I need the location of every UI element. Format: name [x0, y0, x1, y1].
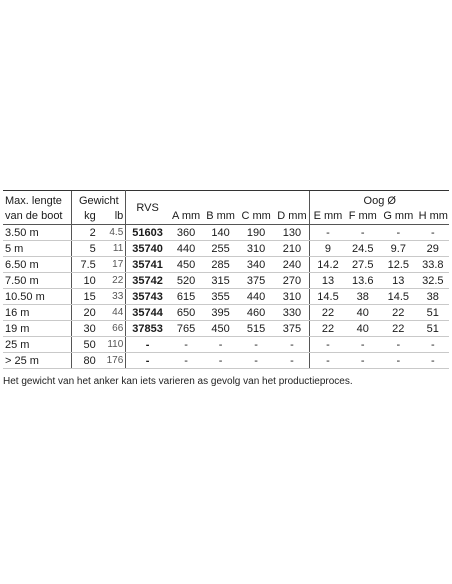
- header-of-boat: van de boot: [3, 208, 72, 225]
- cell-h: 32.5: [417, 273, 449, 289]
- cell-h: -: [417, 353, 449, 369]
- table-row: [3, 305, 449, 321]
- table-row: [3, 241, 449, 257]
- cell-length: 25 m: [3, 337, 72, 353]
- cell-kg: 15: [72, 289, 98, 305]
- cell-e: -: [310, 225, 346, 241]
- cell-rvs: 35740: [126, 241, 169, 257]
- cell-b: -: [203, 337, 237, 353]
- cell-e: 9: [310, 241, 346, 257]
- header-lb: lb: [98, 208, 126, 225]
- header-g-mm: G mm: [380, 208, 417, 225]
- cell-f: 38: [346, 289, 380, 305]
- cell-d: 240: [274, 257, 310, 273]
- cell-f: 40: [346, 321, 380, 337]
- cell-d: 130: [274, 225, 310, 241]
- cell-f: 13.6: [346, 273, 380, 289]
- cell-a: 765: [169, 321, 203, 337]
- header-weight: Gewicht: [72, 191, 126, 209]
- cell-length: 6.50 m: [3, 257, 72, 273]
- cell-h: -: [417, 225, 449, 241]
- cell-g: 22: [380, 321, 417, 337]
- cell-g: 12.5: [380, 257, 417, 273]
- cell-c: -: [238, 353, 275, 369]
- cell-h: 38: [417, 289, 449, 305]
- cell-lb: 33: [98, 289, 126, 305]
- cell-lb: 44: [98, 305, 126, 321]
- cell-rvs: 35743: [126, 289, 169, 305]
- header-row-1: [3, 191, 449, 209]
- cell-a: -: [169, 353, 203, 369]
- header-f-mm: F mm: [346, 208, 380, 225]
- cell-f: -: [346, 337, 380, 353]
- cell-a: 520: [169, 273, 203, 289]
- cell-c: 190: [238, 225, 275, 241]
- cell-a: 650: [169, 305, 203, 321]
- cell-e: -: [310, 337, 346, 353]
- cell-rvs: 35744: [126, 305, 169, 321]
- cell-d: -: [274, 353, 310, 369]
- cell-d: -: [274, 337, 310, 353]
- cell-c: 460: [238, 305, 275, 321]
- cell-c: 310: [238, 241, 275, 257]
- cell-rvs: -: [126, 337, 169, 353]
- cell-a: 360: [169, 225, 203, 241]
- header-e-mm: E mm: [310, 208, 346, 225]
- cell-b: 255: [203, 241, 237, 257]
- cell-e: 14.2: [310, 257, 346, 273]
- cell-rvs: 35741: [126, 257, 169, 273]
- cell-b: 450: [203, 321, 237, 337]
- cell-lb: 4.5: [98, 225, 126, 241]
- cell-g: -: [380, 225, 417, 241]
- cell-g: -: [380, 353, 417, 369]
- table-row: [3, 353, 449, 369]
- cell-lb: 176: [98, 353, 126, 369]
- header-max-length: Max. lengte: [3, 191, 72, 209]
- cell-length: > 25 m: [3, 353, 72, 369]
- cell-h: 51: [417, 305, 449, 321]
- cell-g: 13: [380, 273, 417, 289]
- cell-kg: 5: [72, 241, 98, 257]
- cell-lb: 66: [98, 321, 126, 337]
- cell-length: 7.50 m: [3, 273, 72, 289]
- cell-a: -: [169, 337, 203, 353]
- cell-b: 285: [203, 257, 237, 273]
- table-row: [3, 225, 449, 241]
- cell-b: -: [203, 353, 237, 369]
- cell-length: 19 m: [3, 321, 72, 337]
- cell-d: 210: [274, 241, 310, 257]
- cell-rvs: 51603: [126, 225, 169, 241]
- cell-e: 22: [310, 321, 346, 337]
- cell-c: 440: [238, 289, 275, 305]
- cell-h: 51: [417, 321, 449, 337]
- header-kg: kg: [72, 208, 98, 225]
- cell-lb: 110: [98, 337, 126, 353]
- table-row: [3, 321, 449, 337]
- cell-e: 13: [310, 273, 346, 289]
- cell-kg: 50: [72, 337, 98, 353]
- cell-d: 270: [274, 273, 310, 289]
- cell-f: -: [346, 225, 380, 241]
- cell-f: 24.5: [346, 241, 380, 257]
- table-row: [3, 257, 449, 273]
- cell-e: 22: [310, 305, 346, 321]
- cell-h: 33.8: [417, 257, 449, 273]
- table-row: [3, 273, 449, 289]
- footnote: Het gewicht van het anker kan iets varieren as gevolg van het productieproces.: [3, 376, 353, 387]
- cell-d: 310: [274, 289, 310, 305]
- cell-length: 5 m: [3, 241, 72, 257]
- cell-b: 315: [203, 273, 237, 289]
- cell-c: 375: [238, 273, 275, 289]
- cell-e: 14.5: [310, 289, 346, 305]
- header-b-mm: B mm: [203, 208, 237, 225]
- table-row: [3, 337, 449, 353]
- cell-g: 14.5: [380, 289, 417, 305]
- cell-b: 140: [203, 225, 237, 241]
- cell-kg: 2: [72, 225, 98, 241]
- cell-b: 355: [203, 289, 237, 305]
- cell-rvs: -: [126, 353, 169, 369]
- header-d-mm: D mm: [274, 208, 310, 225]
- cell-d: 375: [274, 321, 310, 337]
- header-row-2: [3, 208, 449, 225]
- cell-g: 22: [380, 305, 417, 321]
- header-c-mm: C mm: [238, 208, 275, 225]
- cell-f: 27.5: [346, 257, 380, 273]
- cell-a: 615: [169, 289, 203, 305]
- cell-lb: 22: [98, 273, 126, 289]
- anchor-spec-table: [3, 190, 449, 369]
- cell-kg: 20: [72, 305, 98, 321]
- cell-length: 10.50 m: [3, 289, 72, 305]
- cell-f: 40: [346, 305, 380, 321]
- cell-g: -: [380, 337, 417, 353]
- cell-kg: 80: [72, 353, 98, 369]
- cell-a: 450: [169, 257, 203, 273]
- cell-e: -: [310, 353, 346, 369]
- cell-kg: 30: [72, 321, 98, 337]
- cell-c: 515: [238, 321, 275, 337]
- cell-rvs: 37853: [126, 321, 169, 337]
- header-h-mm: H mm: [417, 208, 449, 225]
- cell-lb: 11: [98, 241, 126, 257]
- table-row: [3, 289, 449, 305]
- cell-length: 16 m: [3, 305, 72, 321]
- header-rvs: RVS: [126, 200, 169, 217]
- cell-d: 330: [274, 305, 310, 321]
- cell-kg: 7.5: [72, 257, 98, 273]
- cell-c: 340: [238, 257, 275, 273]
- cell-h: 29: [417, 241, 449, 257]
- cell-f: -: [346, 353, 380, 369]
- header-a-mm: A mm: [169, 208, 203, 225]
- cell-rvs: 35742: [126, 273, 169, 289]
- cell-h: -: [417, 337, 449, 353]
- cell-a: 440: [169, 241, 203, 257]
- cell-kg: 10: [72, 273, 98, 289]
- cell-c: -: [238, 337, 275, 353]
- cell-b: 395: [203, 305, 237, 321]
- cell-g: 9.7: [380, 241, 417, 257]
- cell-length: 3.50 m: [3, 225, 72, 241]
- cell-lb: 17: [98, 257, 126, 273]
- header-oog: Oog Ø: [310, 191, 449, 209]
